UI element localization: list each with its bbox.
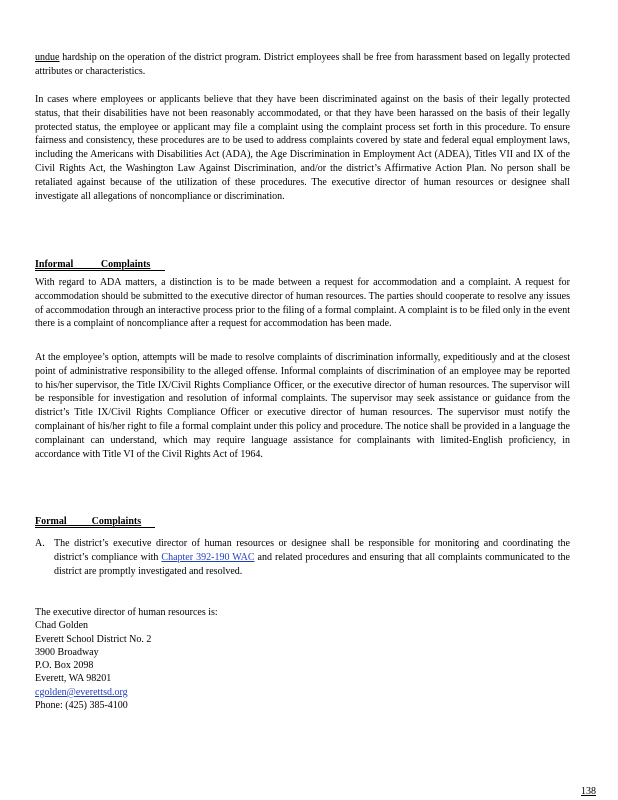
contact-organization: Everett School District No. 2 xyxy=(35,633,152,645)
contact-phone: Phone: (425) 385-4100 xyxy=(35,700,128,712)
page-number: 138 xyxy=(581,786,596,797)
contact-email-link[interactable]: cgolden@everettsd.org xyxy=(35,686,128,698)
list-item-text-start: The district’s executive director of human resources or designee shall be responsible for monitoring and coordinating the district’s compliance with xyxy=(54,538,570,563)
chapter-392-190-wac-link[interactable]: Chapter 392-190 WAC xyxy=(161,551,255,563)
list-item-text-end: and related procedures and ensuring that all complaints communicated to the district are promptly investigated and resolved. xyxy=(54,551,570,577)
contact-name: Chad Golden xyxy=(35,620,89,632)
contact-pobox: P.O. Box 2098 xyxy=(35,660,94,672)
informal-heading-word1: Informal xyxy=(35,259,74,270)
formal-heading-word2: Complaints xyxy=(91,516,142,527)
formal-list-item-a xyxy=(35,537,570,578)
list-marker: A. xyxy=(35,538,45,549)
contact-block xyxy=(35,606,335,712)
informal-paragraph-2: At the employee’s option, attempts will be made to resolve complaints of discrimination informally, expeditiously and at the closest point of administrative responsibility to the alleged offense. Informal complaints of discrimination of an employee may be reported to his/her supervisor, the Title IX/Civil Rights Compliance Officer, or the executive director of human resources. The supervisor will be responsible for investigation and resolution of informal complaints. The supervisor may seek assistance or guidance from the district’s Title IX/Civil Rights Compliance Officer or executive director of human resources. The supervisor must notify the complainant of his/her right to file a formal complaint under this policy and procedure. The notice shall be provided in a language the complainant can understand, which may require language assistance for complainants with limited-English proficiency, in accordance with Title VI of the Civil Rights Act of 1964. xyxy=(35,352,570,460)
contact-street: 3900 Broadway xyxy=(35,646,99,658)
informal-complaints-heading xyxy=(35,259,165,271)
intro-lead-word: undue xyxy=(35,52,60,63)
informal-heading-word2: Complaints xyxy=(100,259,151,270)
informal-paragraph-1: With regard to ADA matters, a distinction is to be made between a request for accommodation and a complaint. A request for accommodation should be submitted to the executive director of human resources. The parties should cooperate to resolve any issues of accommodation through an interactive process prior to the filing of a formal complaint. A complaint is to be filed only in the event there is a complaint of noncompliance after a request for accommodation has been made. xyxy=(35,277,570,330)
intro-paragraph xyxy=(35,51,570,79)
contact-city: Everett, WA 98201 xyxy=(35,673,112,685)
formal-complaints-heading xyxy=(35,516,155,528)
contact-intro: The executive director of human resources is: xyxy=(35,607,218,618)
formal-heading-word1: Formal xyxy=(35,516,67,527)
cases-paragraph: In cases where employees or applicants believe that they have been discriminated against on the basis of their legally protected status, that their disabilities have not been reasonably accommodated, or that they have been harassed on the basis of their legally protected status, the employee or applicant may file a complaint using the complaint process set forth in this procedure. To ensure fairness and consistency, these procedures are to be used to address complaints covered by state and federal equal employment laws, including the Americans with Disabilities Act (ADA), the Age Discrimination in Employment Act (ADEA), Titles VII and IX of the Civil Rights Act, the Washington Law Against Discrimination, and/or the district’s Affirmative Action Plan. No person shall be retaliated against because of the utilization of these procedures. The executive director of human resources or designee shall investigate all allegations of noncompliance or discrimination. xyxy=(35,94,570,202)
list-item-body xyxy=(54,537,570,578)
intro-text: hardship on the operation of the district program. District employees shall be free from harassment based on legally protected attributes or characteristics. xyxy=(35,52,570,77)
